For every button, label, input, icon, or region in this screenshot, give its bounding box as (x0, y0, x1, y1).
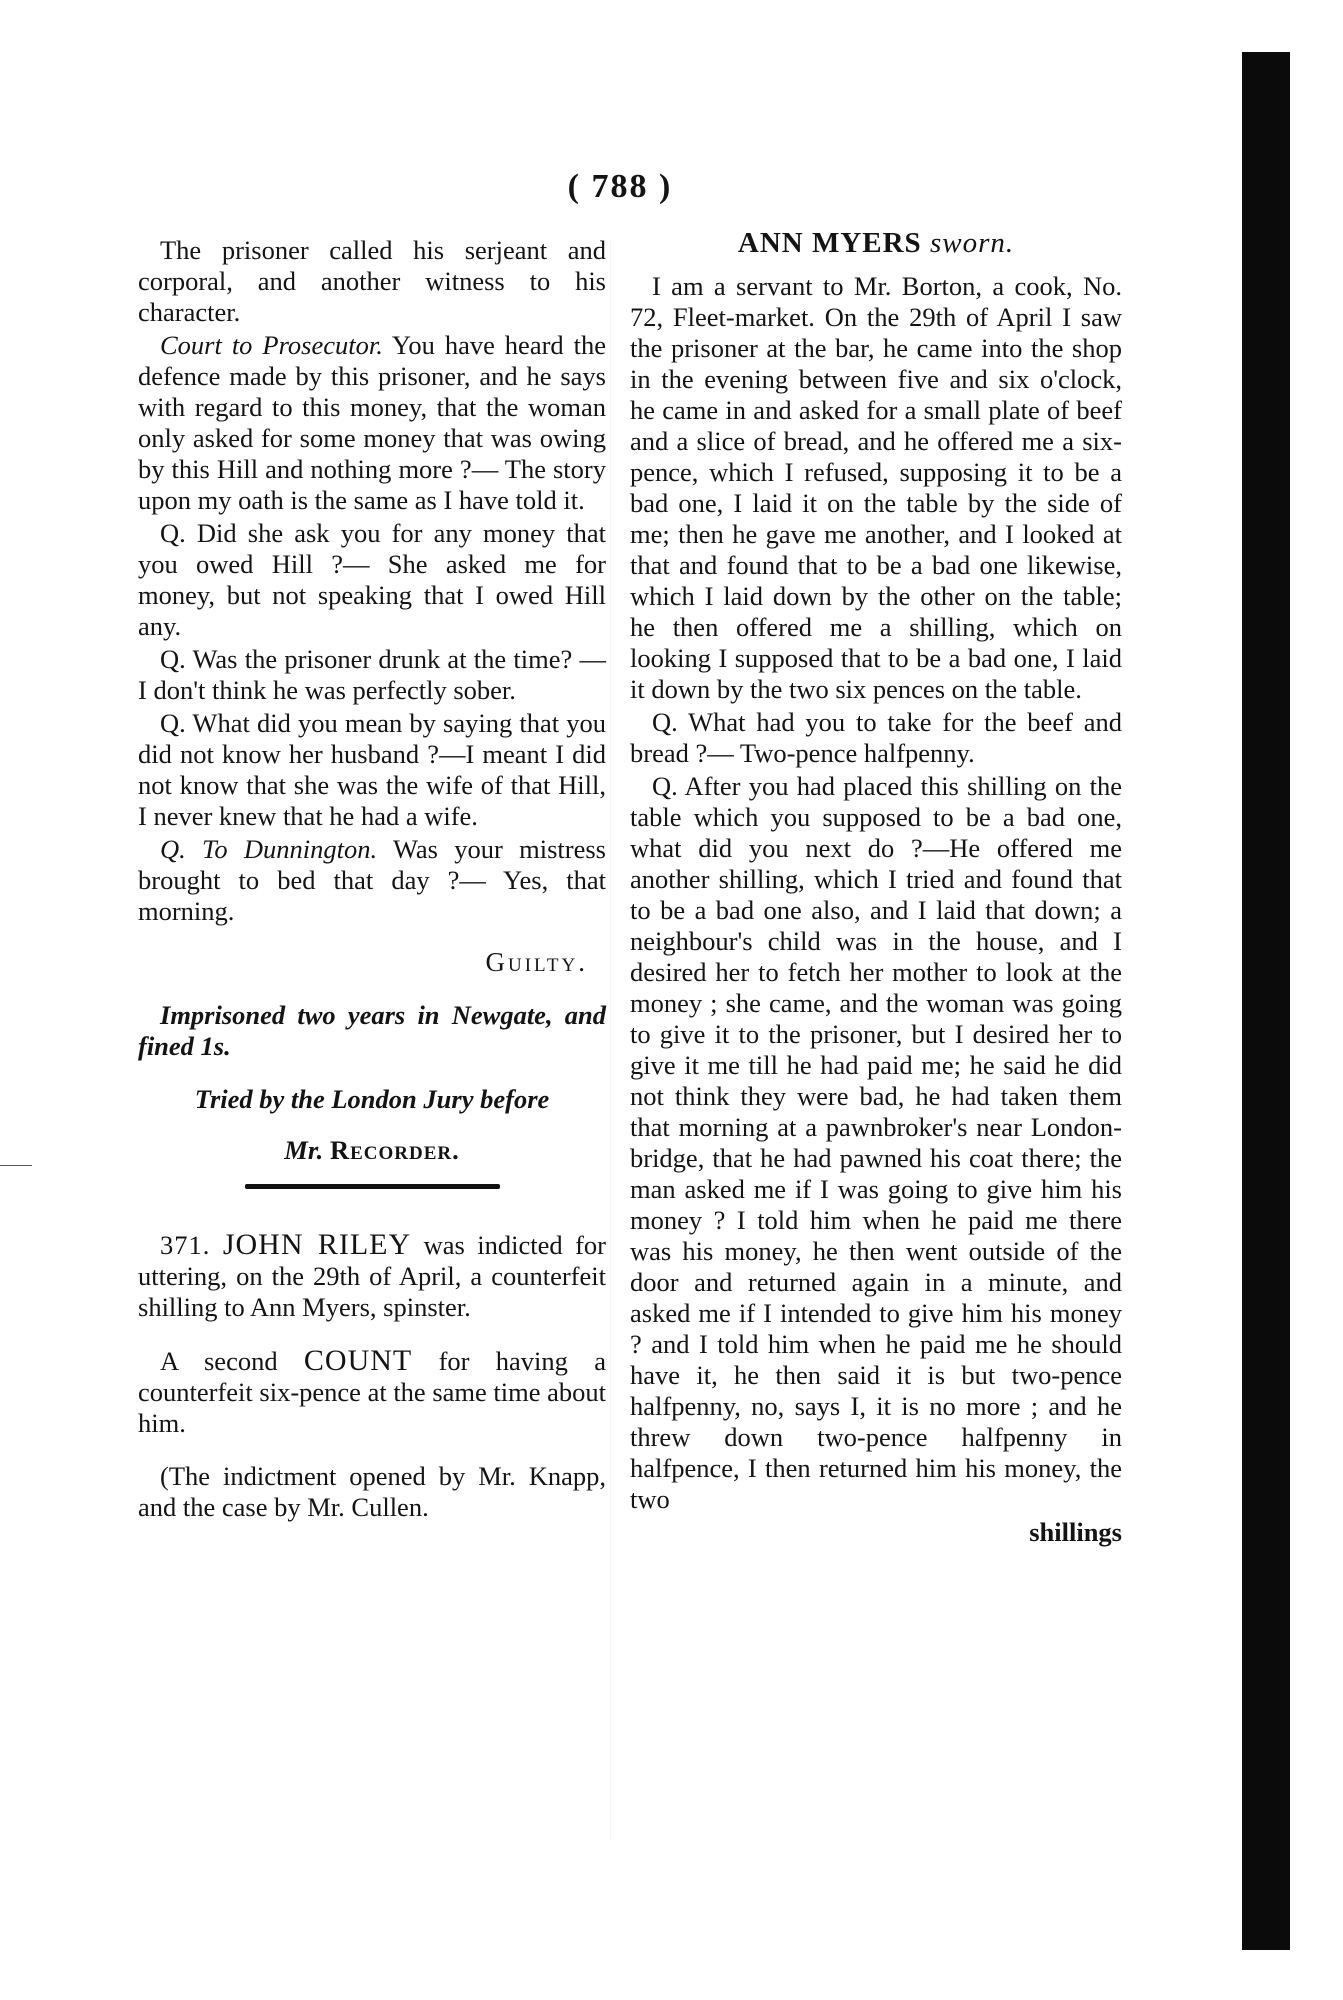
question-paragraph: Q. After you had placed this shilling on the table which you supposed to be a bad one, what did you next do ?—He offered me another shilling, which I tried and found that to be a bad one also, and I laid that down; a neighbour's child was in the house, and I desired her to fetch her mother to look at the money ; she came, and the woman was going to give it to the prisoner, but I desired her to give it me till he had paid me; he said he did not think they were bad, he had taken them that morning at a pawnbroker's near London-bridge, that he had pawned his coat there; the man asked me if I was going to give him his money ? I told him when he paid me there was his money, he then went outside of the door and returned again in a minute, and asked me if I intended to give him his money ? and I told him when he paid me he should have it, he then said it is but two-pence halfpenny, no, says I, it is no more ; and he threw down two-pence halfpenny in halfpence, I then returned him his money, the two (630, 771, 1122, 1514)
case-number: 371. (160, 1230, 211, 1260)
count-paragraph (138, 1345, 606, 1439)
page-crease (610, 240, 611, 1840)
sworn-label: sworn. (929, 227, 1015, 259)
indictment-note: (The indictment opened by Mr. Knapp, and the case by Mr. Cullen. (138, 1461, 606, 1522)
paragraph: The prisoner called his serjeant and corporal, and another witness to his character. (138, 235, 606, 327)
right-column (630, 228, 1122, 1550)
paragraph-text: Was your mistress brought to bed that day ?— Yes, that morning. (138, 834, 606, 926)
page-edge-shadow (1242, 52, 1290, 1950)
witness-name: ANN MYERS (737, 227, 922, 259)
question-paragraph (138, 834, 606, 927)
paragraph-text: for having a counterfeit six-pence at the same time about him. (138, 1346, 606, 1438)
paragraph-text: was indicted for uttering, on the 29th of April, a counterfeit shilling to Ann Myers, spinster. (138, 1230, 606, 1322)
question-paragraph: Q. Did she ask you for any money that you owed Hill ?— She asked me for money, but not speaking that I owed Hill any. (138, 518, 606, 641)
recorder-line (138, 1135, 606, 1166)
margin-mark (0, 1165, 32, 1166)
trial-line: Tried by the London Jury before (194, 1084, 550, 1114)
witness-heading (630, 228, 1122, 259)
speaker-label: Q. To Dunnington. (160, 834, 378, 864)
page-number: ( 788 ) (567, 168, 673, 205)
defendant-name: JOHN RILEY (222, 1228, 412, 1261)
left-column (138, 235, 606, 1525)
verdict: Guilty. (485, 947, 588, 977)
catchword: shillings (1029, 1517, 1122, 1547)
section-rule (245, 1184, 500, 1189)
testimony-paragraph: I am a servant to Mr. Borton, a cook, No. 72, Fleet-market. On the 29th of April I saw the prisoner at the bar, he came into the shop in the evening between five and six o'clock, he came in and asked for a small plate of beef and a slice of bread, and he offered me a six-pence, which I refused, supposing it to be a bad one, I laid it on the table by the side of me; then he gave me another, and I looked at that and found that to be a bad one likewise, which I laid down by the other on the table; he then offered me a shilling, which on looking I supposed that to be a bad one, I laid it down by the two six pences on the table. (630, 271, 1122, 704)
question-paragraph: Q. What had you to take for the beef and bread ?— Two-pence halfpenny. (630, 707, 1122, 768)
case-paragraph (138, 1229, 606, 1323)
speaker-label: Court to Prosecutor. (160, 330, 383, 360)
sentence: Imprisoned two years in Newgate, and fined 1s. (138, 1000, 606, 1061)
paragraph-text: A second (160, 1346, 304, 1376)
question-paragraph: Q. Was the prisoner drunk at the time? —I don't think he was perfectly sober. (138, 644, 606, 705)
court-paragraph (138, 330, 606, 516)
recorder-title: Mr. (284, 1135, 324, 1165)
paragraph-text: You have heard the defence made by this prisoner, and he says with regard to this money, that the woman only asked for some money that was owing by this Hill and nothing more ?— The story upon my oath is the same as I have told it. (138, 330, 606, 515)
question-paragraph: Q. What did you mean by saying that you did not know her husband ?—I meant I did not know that she was the wife of that Hill, I never knew that he had a wife. (138, 708, 606, 831)
count-label: COUNT (303, 1344, 413, 1377)
recorder-name: Recorder. (329, 1135, 460, 1165)
